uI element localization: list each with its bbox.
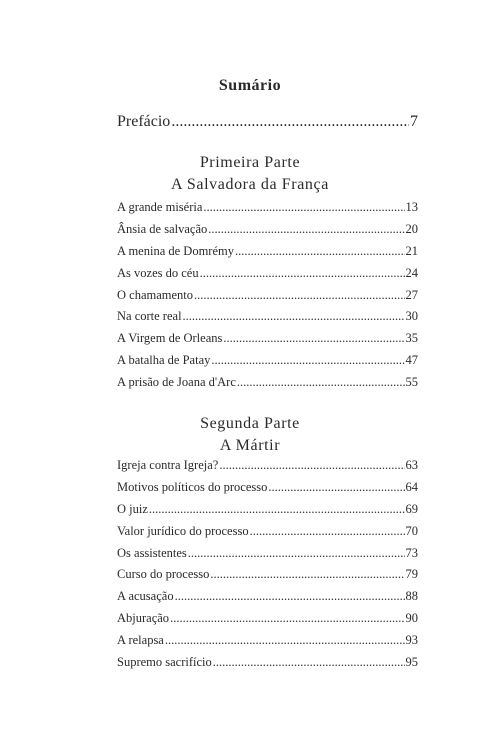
- toc-entry-label: Supremo sacrifício: [117, 655, 212, 670]
- toc-entry[interactable]: [117, 502, 418, 524]
- toc-entry-page: 13: [405, 200, 418, 214]
- toc-entry-page: 90: [405, 611, 418, 626]
- toc-entry-label: A menina de Domrémy: [117, 243, 234, 258]
- part-title: Primeira Parte: [199, 154, 301, 171]
- dot-leader: [211, 353, 404, 368]
- toc-entry-label: O chamamento: [117, 287, 194, 302]
- dot-leader: [165, 633, 405, 648]
- dot-leader: [213, 655, 405, 670]
- toc-entry[interactable]: [117, 222, 418, 244]
- toc-entry-label: Valor jurídico do processo: [117, 523, 249, 538]
- toc-entry[interactable]: [117, 331, 418, 353]
- toc-entry-label: Abjuração: [117, 611, 170, 626]
- toc-entry[interactable]: [117, 244, 418, 266]
- toc-entry-page: 79: [405, 567, 418, 582]
- toc-entry[interactable]: [117, 375, 418, 397]
- toc-entry-page: 88: [405, 589, 418, 604]
- dot-leader: [170, 611, 404, 626]
- toc-entry[interactable]: [117, 200, 418, 222]
- toc-entry-label: Motivos políticos do processo: [117, 479, 268, 494]
- toc-entry-label: Na corte real: [117, 309, 182, 324]
- toc-entry-label: Prefácio: [117, 113, 171, 130]
- toc-entry-label: A relapsa: [117, 633, 164, 648]
- toc-entry-page: 64: [405, 479, 418, 494]
- toc-entry[interactable]: [117, 524, 418, 546]
- toc-entry-page: 63: [405, 458, 418, 472]
- toc-entry-page: 27: [405, 287, 418, 302]
- dot-leader: [268, 480, 404, 495]
- dot-leader: [175, 589, 405, 604]
- toc-entry-label: Os assistentes: [117, 545, 187, 560]
- toc-entry-page: 95: [405, 655, 418, 670]
- dot-leader: [200, 266, 405, 281]
- toc-entry-label: O juiz: [117, 501, 148, 516]
- toc-entry[interactable]: [117, 546, 418, 568]
- toc-entry[interactable]: [117, 288, 418, 310]
- dot-leader: [171, 113, 409, 131]
- part-one-heading: [0, 152, 500, 196]
- part-subtitle: A Mártir: [219, 437, 281, 454]
- toc-entry[interactable]: [117, 480, 418, 502]
- dot-leader: [223, 331, 404, 346]
- toc-entry-page: 7: [410, 113, 418, 130]
- toc-title: Sumário: [218, 76, 282, 94]
- dot-leader: [250, 524, 405, 539]
- toc-entry-page: 47: [405, 353, 418, 368]
- dot-leader: [219, 458, 404, 473]
- dot-leader: [194, 288, 404, 303]
- dot-leader: [149, 502, 405, 517]
- toc-entry-preface[interactable]: [117, 113, 418, 135]
- toc-entry-page: 55: [405, 375, 418, 390]
- dot-leader: [237, 375, 405, 390]
- toc-entry-label: A Virgem de Orleans: [117, 331, 223, 346]
- toc-entry-label: Curso do processo: [117, 567, 210, 582]
- toc-entry[interactable]: [117, 266, 418, 288]
- toc-entry[interactable]: [117, 458, 418, 480]
- toc-entry[interactable]: [117, 589, 418, 611]
- toc-entry[interactable]: [117, 611, 418, 633]
- toc-entry-label: A acusação: [117, 589, 174, 604]
- toc-entry-page: 35: [405, 331, 418, 346]
- toc-entry-page: 69: [405, 501, 418, 516]
- dot-leader: [208, 222, 404, 237]
- dot-leader: [235, 244, 405, 259]
- toc-entry-label: A batalha de Patay: [117, 353, 211, 368]
- toc-entry-label: As vozes do céu: [117, 265, 199, 280]
- toc-entry[interactable]: [117, 655, 418, 677]
- toc-entry-page: 70: [405, 523, 418, 538]
- toc-entry-page: 93: [405, 633, 418, 648]
- toc-entry-page: 24: [405, 265, 418, 280]
- toc-entry-page: 30: [405, 309, 418, 324]
- dot-leader: [210, 567, 404, 582]
- part-one-entries: [117, 200, 418, 397]
- toc-entry[interactable]: [117, 309, 418, 331]
- toc-entry-label: Igreja contra Igreja?: [117, 458, 219, 472]
- toc-entry[interactable]: [117, 353, 418, 375]
- part-subtitle: A Salvadora da França: [171, 176, 329, 193]
- dot-leader: [183, 309, 405, 324]
- toc-entry-page: 20: [405, 221, 418, 236]
- toc-entry-page: 21: [405, 243, 418, 258]
- part-title: Segunda Parte: [200, 415, 300, 432]
- dot-leader: [203, 200, 404, 215]
- toc-entry-label: A prisão de Joana d'Arc: [117, 375, 236, 390]
- part-two-heading: [0, 413, 500, 457]
- toc-entry-label: A grande miséria: [117, 200, 203, 214]
- dot-leader: [188, 546, 405, 561]
- toc-entry-page: 73: [405, 545, 418, 560]
- toc-entry-label: Ânsia de salvação: [117, 221, 208, 236]
- toc-entry[interactable]: [117, 633, 418, 655]
- toc-entry[interactable]: [117, 567, 418, 589]
- part-two-entries: [117, 458, 418, 677]
